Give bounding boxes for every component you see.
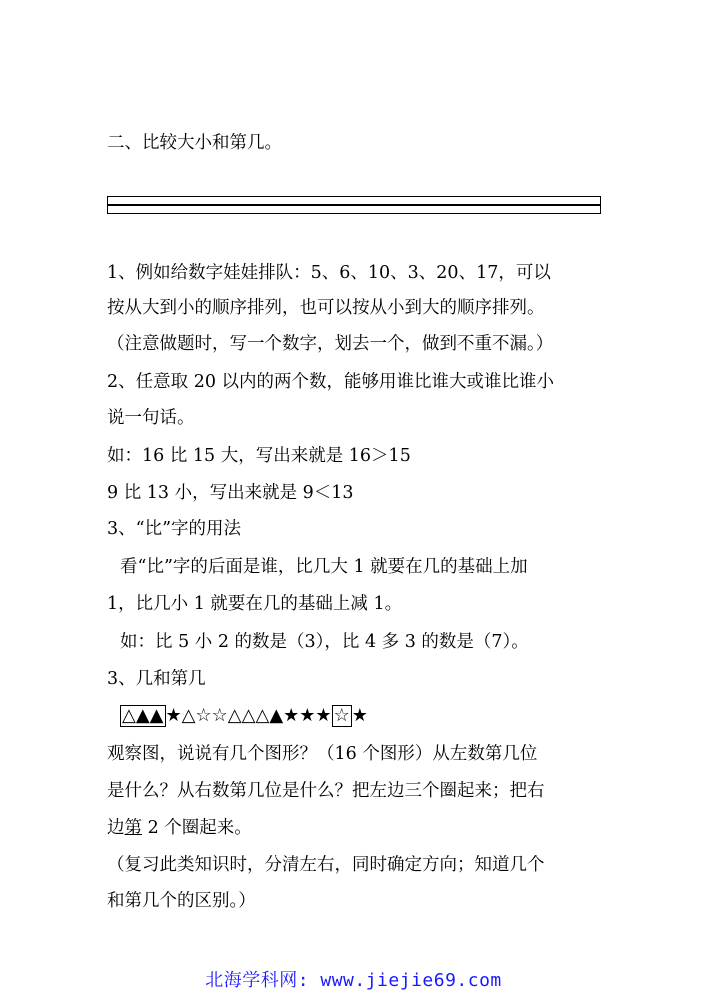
paragraph-line: 看“比”字的后面是谁，比几大 1 就要在几的基础上加 — [120, 557, 528, 577]
footer-site-link[interactable]: 北海学科网: www.jiejie69.com — [205, 970, 502, 991]
divider-rule — [107, 196, 601, 214]
paragraph-line: 和第几个的区别。） — [107, 891, 256, 911]
paragraph-line: 观察图，说说有几个图形？（16 个图形）从左数第几位 — [107, 744, 538, 764]
shape-group-boxed-left: △▲▲ — [122, 705, 164, 726]
underlined-text: 第 — [124, 818, 142, 838]
shape-group-middle: ★△☆☆△△△▲★★★ — [165, 705, 332, 726]
shape-group-boxed-right: ☆ — [333, 705, 350, 726]
paragraph-line: 1，比几小 1 就要在几的基础上减 1。 — [107, 594, 403, 614]
paragraph-line: 如：比 5 小 2 的数是（3），比 4 多 3 的数是（7）。 — [120, 632, 529, 652]
paragraph-line: 按从大到小的顺序排列，也可以按从小到大的顺序排列。 — [107, 298, 545, 318]
paragraph-line: 是什么？从右数第几位是什么？把左边三个圈起来；把右 — [107, 781, 545, 801]
shape-sequence — [120, 705, 368, 727]
paragraph-line: 1、例如给数字娃娃排队：5、6、10、3、20、17，可以 — [107, 263, 551, 283]
shape-group-end: ★ — [351, 705, 368, 726]
paragraph-line: 2、任意取 20 以内的两个数，能够用谁比谁大或谁比谁小 — [107, 372, 555, 392]
paragraph-line: 说一句话。 — [107, 408, 195, 428]
paragraph-line — [107, 816, 252, 840]
paragraph-line: 如：16 比 15 大，写出来就是 16＞15 — [107, 446, 411, 466]
paragraph-line: （复习此类知识时，分清左右，同时确定方向；知道几个 — [107, 855, 545, 875]
paragraph-line: 9 比 13 小，写出来就是 9＜13 — [107, 483, 354, 503]
text-segment: 2 个圈起来。 — [142, 818, 252, 838]
subsection-title: 3、“比”字的用法 — [107, 519, 242, 539]
divider-rule-line — [108, 204, 600, 206]
section-title: 二、比较大小和第几。 — [107, 133, 282, 153]
text-segment: 边 — [107, 818, 125, 838]
subsection-title: 3、几和第几 — [107, 669, 206, 689]
paragraph-line: （注意做题时，写一个数字，划去一个，做到不重不漏。） — [107, 334, 554, 354]
